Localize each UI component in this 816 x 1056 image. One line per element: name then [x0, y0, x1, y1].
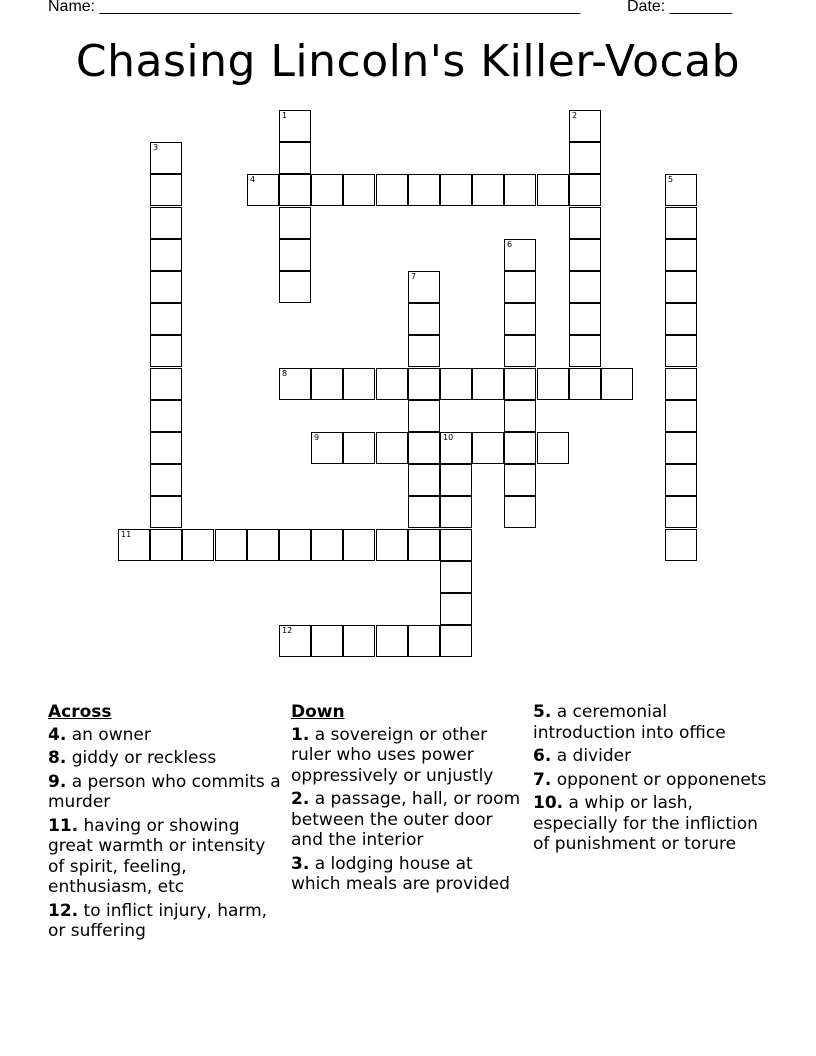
grid-cell[interactable]	[343, 368, 375, 400]
grid-cell[interactable]	[279, 368, 311, 400]
clue-number: 11.	[48, 815, 79, 836]
grid-cell[interactable]	[311, 174, 343, 206]
grid-cell[interactable]	[472, 368, 504, 400]
down-clue	[533, 770, 773, 791]
clue-text: a divider	[551, 746, 632, 766]
grid-cell[interactable]	[343, 529, 375, 561]
clue-number: 3.	[291, 853, 310, 874]
clue-number: 2.	[291, 789, 310, 809]
down-clue	[291, 725, 527, 787]
grid-cell[interactable]	[665, 464, 697, 496]
grid-cell[interactable]	[537, 368, 569, 400]
down-clue	[291, 854, 527, 895]
grid-cell[interactable]	[440, 593, 472, 625]
grid-cell[interactable]	[440, 496, 472, 528]
grid-cell[interactable]	[279, 110, 311, 142]
grid-cell[interactable]	[150, 432, 182, 464]
grid-cell[interactable]	[537, 432, 569, 464]
grid-cell[interactable]	[408, 496, 440, 528]
grid-cell[interactable]	[569, 142, 601, 174]
grid-cell[interactable]	[408, 432, 440, 464]
grid-cell[interactable]	[408, 174, 440, 206]
grid-cell[interactable]	[601, 368, 633, 400]
grid-cell[interactable]	[504, 464, 536, 496]
clue-number: 7.	[533, 769, 552, 790]
grid-cell[interactable]	[279, 207, 311, 239]
down-clue	[533, 702, 773, 743]
grid-cell[interactable]	[440, 529, 472, 561]
grid-cell[interactable]	[504, 335, 536, 367]
grid-cell[interactable]	[343, 174, 375, 206]
grid-cell[interactable]	[279, 625, 311, 657]
grid-cell[interactable]	[537, 174, 569, 206]
clue-number: 8	[282, 369, 288, 378]
across-clue	[48, 748, 284, 769]
grid-cell[interactable]	[376, 368, 408, 400]
grid-cell[interactable]	[408, 464, 440, 496]
clue-number: 1	[282, 111, 288, 120]
down-clue	[533, 793, 773, 855]
clue-number: 8.	[48, 748, 67, 768]
clue-text: having or showing great warmth or intensity of spirit, feeling, enthusiasm, etc	[48, 815, 266, 897]
grid-cell[interactable]	[150, 529, 182, 561]
clue-number: 4.	[48, 724, 67, 745]
clue-text: a whip or lash, especially for the infliction of punishment or torure	[533, 793, 758, 854]
grid-cell[interactable]	[569, 207, 601, 239]
grid-cell[interactable]	[279, 142, 311, 174]
grid-cell[interactable]	[311, 368, 343, 400]
grid-cell[interactable]	[150, 464, 182, 496]
grid-cell[interactable]	[150, 239, 182, 271]
grid-cell[interactable]	[376, 625, 408, 657]
grid-cell[interactable]	[665, 335, 697, 367]
clue-text: an owner	[66, 724, 151, 745]
grid-cell[interactable]	[504, 303, 536, 335]
grid-cell[interactable]	[376, 174, 408, 206]
clue-number: 11	[121, 530, 132, 539]
grid-cell[interactable]	[150, 335, 182, 367]
grid-cell[interactable]	[150, 303, 182, 335]
grid-cell[interactable]	[376, 432, 408, 464]
grid-cell[interactable]	[665, 239, 697, 271]
grid-cell[interactable]	[150, 142, 182, 174]
clue-text: a passage, hall, or room between the outer door and the interior	[291, 789, 521, 850]
across-clues	[48, 702, 284, 945]
grid-cell[interactable]	[665, 368, 697, 400]
grid-cell[interactable]	[504, 368, 536, 400]
grid-cell[interactable]	[504, 239, 536, 271]
down-heading: Down	[291, 702, 345, 722]
grid-cell[interactable]	[150, 400, 182, 432]
grid-cell[interactable]	[408, 529, 440, 561]
clue-text: a lodging house at which meals are provided	[291, 853, 510, 894]
clue-number: 4	[250, 175, 256, 184]
grid-cell[interactable]	[504, 271, 536, 303]
grid-cell[interactable]	[665, 496, 697, 528]
grid-cell[interactable]	[408, 271, 440, 303]
grid-cell[interactable]	[440, 368, 472, 400]
grid-cell[interactable]	[279, 174, 311, 206]
clue-text: to inflict injury, harm, or suffering	[48, 900, 268, 941]
grid-cell[interactable]	[665, 174, 697, 206]
clue-number: 10	[443, 433, 454, 442]
grid-cell[interactable]	[408, 625, 440, 657]
grid-cell[interactable]	[408, 335, 440, 367]
clue-number: 9	[314, 433, 320, 442]
down-clues	[291, 702, 527, 898]
clue-number: 2	[572, 111, 578, 120]
date-field-label: Date: _______	[627, 0, 732, 15]
grid-cell[interactable]	[247, 174, 279, 206]
grid-cell[interactable]	[569, 368, 601, 400]
clue-number: 9.	[48, 771, 67, 792]
grid-cell[interactable]	[472, 432, 504, 464]
down-clues-continued	[533, 702, 773, 858]
grid-cell[interactable]	[665, 432, 697, 464]
grid-cell[interactable]	[440, 464, 472, 496]
down-clue	[533, 746, 773, 767]
down-clue	[291, 789, 527, 851]
across-clue	[48, 901, 284, 942]
grid-cell[interactable]	[279, 239, 311, 271]
clue-number: 1.	[291, 724, 310, 745]
grid-cell[interactable]	[343, 432, 375, 464]
clue-number: 6.	[533, 746, 552, 766]
grid-cell[interactable]	[279, 271, 311, 303]
clue-number: 12.	[48, 900, 79, 921]
grid-cell[interactable]	[408, 303, 440, 335]
grid-cell[interactable]	[311, 625, 343, 657]
grid-cell[interactable]	[150, 174, 182, 206]
grid-cell[interactable]	[279, 529, 311, 561]
grid-cell[interactable]	[376, 529, 408, 561]
across-clue	[48, 772, 284, 813]
grid-cell[interactable]	[150, 368, 182, 400]
grid-cell[interactable]	[504, 174, 536, 206]
grid-cell[interactable]	[247, 529, 279, 561]
across-clue	[48, 725, 284, 746]
across-clue	[48, 816, 284, 898]
grid-cell[interactable]	[665, 529, 697, 561]
name-field-label: Name: ______________________________________________________	[48, 0, 581, 15]
grid-cell[interactable]	[182, 529, 214, 561]
grid-cell[interactable]	[569, 271, 601, 303]
grid-cell[interactable]	[440, 432, 472, 464]
grid-cell[interactable]	[311, 529, 343, 561]
grid-cell[interactable]	[215, 529, 247, 561]
grid-cell[interactable]	[118, 529, 150, 561]
clue-text: a ceremonial introduction into office	[533, 702, 726, 743]
grid-cell[interactable]	[504, 432, 536, 464]
grid-cell[interactable]	[665, 271, 697, 303]
grid-cell[interactable]	[569, 303, 601, 335]
grid-cell[interactable]	[150, 496, 182, 528]
grid-cell[interactable]	[440, 625, 472, 657]
clue-text: a sovereign or other ruler who uses power oppressively or unjustly	[291, 724, 494, 786]
grid-cell[interactable]	[440, 561, 472, 593]
clue-text: a person who commits a murder	[48, 771, 281, 812]
grid-cell[interactable]	[504, 496, 536, 528]
across-heading: Across	[48, 702, 112, 722]
grid-cell[interactable]	[150, 207, 182, 239]
grid-cell[interactable]	[569, 239, 601, 271]
grid-cell[interactable]	[440, 174, 472, 206]
grid-cell[interactable]	[504, 400, 536, 432]
grid-cell[interactable]	[408, 368, 440, 400]
grid-cell[interactable]	[408, 400, 440, 432]
clue-text: giddy or reckless	[66, 748, 217, 768]
grid-cell[interactable]	[569, 174, 601, 206]
grid-cell[interactable]	[472, 174, 504, 206]
grid-cell[interactable]	[665, 303, 697, 335]
clue-number: 3	[153, 143, 159, 152]
clue-number: 5	[668, 175, 674, 184]
clue-number: 7	[411, 272, 417, 281]
clue-number: 10.	[533, 793, 564, 813]
clue-text: opponent or opponenets	[551, 769, 767, 790]
clue-number: 5.	[533, 702, 552, 722]
grid-cell[interactable]	[665, 400, 697, 432]
grid-cell[interactable]	[569, 110, 601, 142]
grid-cell[interactable]	[150, 271, 182, 303]
grid-cell[interactable]	[569, 335, 601, 367]
grid-cell[interactable]	[311, 432, 343, 464]
clue-number: 6	[507, 240, 513, 249]
clue-number: 12	[282, 626, 293, 635]
grid-cell[interactable]	[343, 625, 375, 657]
page-title: Chasing Lincoln's Killer-Vocab	[75, 36, 741, 87]
grid-cell[interactable]	[665, 207, 697, 239]
